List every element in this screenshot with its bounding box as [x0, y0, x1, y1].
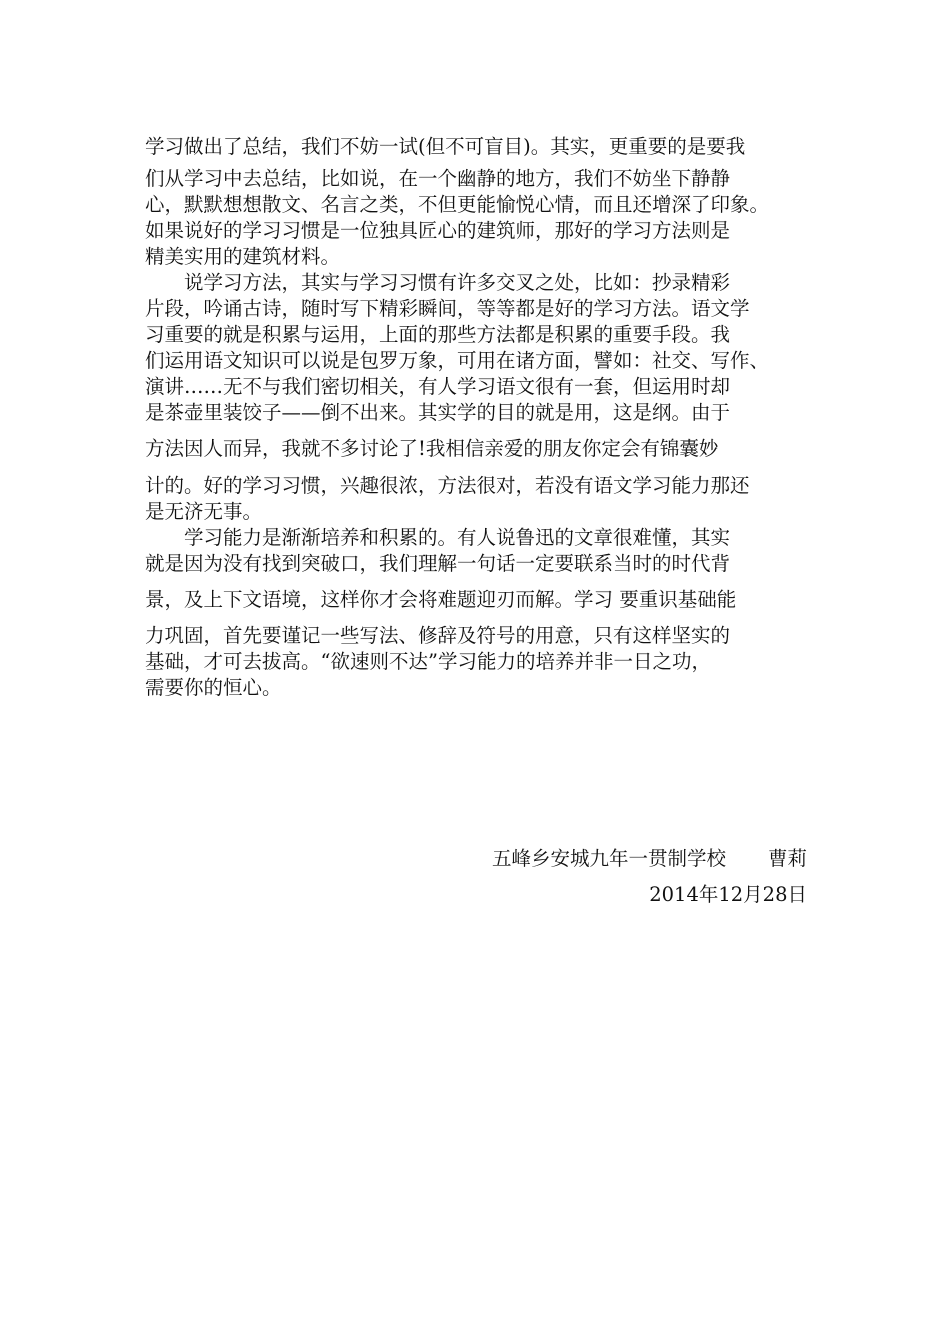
school-name: 五峰乡安城九年一贯制学校 — [491, 847, 726, 870]
text-line: 片段，吟诵古诗，随时写下精彩瞬间，等等都是好的学习方法。语文学 — [145, 297, 750, 320]
text-line: 说学习方法，其实与学习习惯有许多交叉之处，比如：抄录精彩 — [145, 271, 731, 294]
text-line: 力巩固，首先要谨记一些写法、修辞及符号的用意，只有这样坚实的 — [145, 624, 731, 647]
text-line: 景，及上下文语境，这样你才会将难题迎刃而解。学习 要重识基础能 — [145, 588, 737, 611]
text-line: 计的。好的学习习惯，兴趣很浓，方法很对，若没有语文学习能力那还 — [145, 474, 750, 497]
text-line: 们从学习中去总结，比如说，在一个幽静的地方，我们不妨坐下静静 — [145, 167, 731, 190]
text-line: 习重要的就是积累与运用，上面的那些方法都是积累的重要手段。我 — [145, 323, 731, 346]
signature-line — [492, 846, 807, 872]
text-line: 心，默默想想散文、名言之类，不但更能愉悦心情，而且还增深了印象。 — [145, 193, 770, 216]
text-line: 就是因为没有找到突破口，我们理解一句话一定要联系当时的时代背 — [145, 552, 731, 575]
text-line: 学习做出了总结，我们不妨一试(但不可盲目)。其实，更重要的是要我 — [145, 135, 746, 158]
text-line: 们运用语文知识可以说是包罗万象，可用在诸方面，譬如：社交、写作、 — [145, 349, 770, 372]
signature-date: 2014年12月28日 — [649, 883, 807, 906]
text-line: 是茶壶里装饺子——倒不出来。其实学的目的就是用，这是纲。由于 — [145, 401, 731, 424]
author-name: 曹莉 — [767, 847, 807, 870]
text-line: 基础，才可去拔高。“欲速则不达”学习能力的培养并非一日之功， — [145, 650, 711, 673]
text-line: 演讲……无不与我们密切相关，有人学习语文很有一套，但运用时却 — [145, 375, 731, 398]
text-line: 精美实用的建筑材料。 — [145, 245, 341, 268]
text-line: 是无济无事。 — [145, 500, 263, 523]
text-line: 如果说好的学习习惯是一位独具匠心的建筑师，那好的学习方法则是 — [145, 219, 731, 242]
text-line: 学习能力是渐渐培养和积累的。有人说鲁迅的文章很难懂，其实 — [145, 526, 731, 549]
text-line: 方法因人而异，我就不多讨论了!我相信亲爱的朋友你定会有锦囊妙 — [145, 437, 719, 460]
text-line: 需要你的恒心。 — [145, 676, 282, 699]
